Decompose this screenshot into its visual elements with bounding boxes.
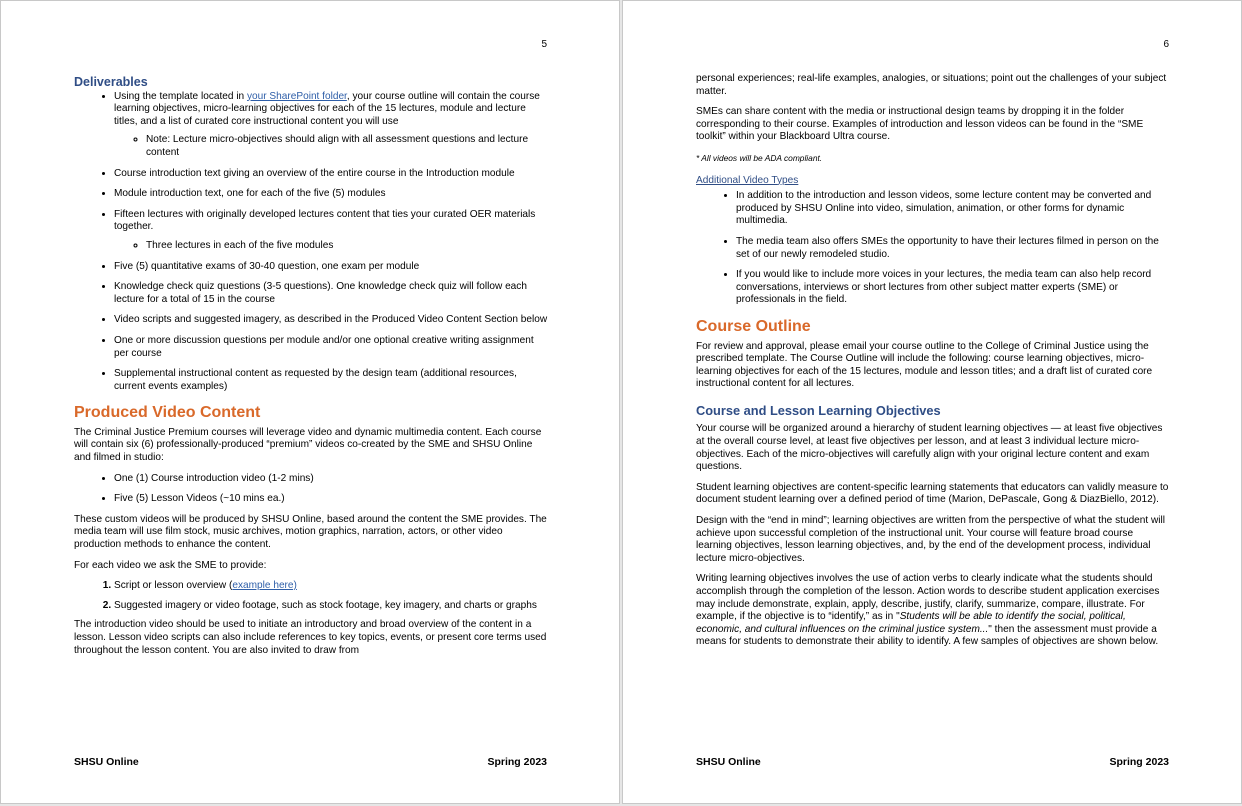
video-list <box>74 473 549 506</box>
paragraph <box>696 573 1171 649</box>
list-item: • One or more discussion questions per module and/or one optional creative writing assignment per course <box>114 335 549 360</box>
paragraph: Your course will be organized around a hierarchy of student learning objectives — at least five objectives at the overall course level, at least five objectives per lesson, and at least 3 individual lecture micro-objectives. Each of the micro-objectives will carefully align with your original lecture content and exam questions. <box>696 423 1163 473</box>
list-item: • Five (5) quantitative exams of 30-40 question, one exam per module <box>114 261 549 274</box>
list-item-text: Fifteen lectures with originally developed lectures content that ties your curated OER materials together. <box>114 208 536 233</box>
paragraph: For each video we ask the SME to provide: <box>74 559 267 571</box>
paragraph: SMEs can share content with the media or instructional design teams by dropping it in the folder corresponding to their course. Examples of introduction and lesson videos can be found in the “SME toolkit” within your Blackboard Ultra course. <box>696 106 1144 143</box>
document-page-5 <box>0 0 620 804</box>
course-outline-heading: Course Outline <box>696 317 811 335</box>
example-objective: Students will be able to identify the social, political, economic, and cultural influences on the criminal justice system... <box>696 611 1126 635</box>
additional-video-types-heading: Additional Video Types <box>696 174 799 186</box>
page-content <box>74 73 549 665</box>
page-number: 6 <box>1163 39 1169 50</box>
ada-note: * All videos will be ADA compliant. <box>696 152 823 163</box>
list-item: • One (1) Course introduction video (1-2 mins) <box>114 473 549 486</box>
list-item: • If you would like to include more voices in your lectures, the media team can also help record conversations, interviews or short lectures from other subject matter experts (SME) or professionals in the field. <box>736 269 1171 307</box>
sub-list <box>114 240 549 253</box>
learning-objectives-heading: Course and Lesson Learning Objectives <box>696 402 941 418</box>
paragraph: The Criminal Justice Premium courses will leverage video and dynamic multimedia content. Each course will contain six (6) professionally-produced “premium” videos co-created by the SME and SHSU Online and filmed in studio: <box>74 426 542 464</box>
list-item: • The media team also offers SMEs the opportunity to have their lectures filmed in person on the set of our newly remodeled studio. <box>736 236 1171 261</box>
paragraph: Design with the “end in mind”; learning objectives are written from the perspective of what the student will achieve upon successful completion of the instructional unit. Your course will feature broad course learning objectives, lesson learning objectives, and, by the end of the development process, individual lecture micro-objectives. <box>696 515 1166 564</box>
paragraph: The introduction video should be used to initiate an introductory and broad overview of the content in a lesson. Lesson video scripts can also include references to key topics, events, or present core terms used throughout the lesson content. You are also invited to draw from <box>74 619 547 656</box>
list-item: • Knowledge check quiz questions (3-5 questions). One knowledge check quiz will follow each lecture for a total of 15 in the course <box>114 281 549 306</box>
paragraph: personal experiences; real-life examples, analogies, or situations; point out the challenges of your subject matter. <box>696 73 1167 97</box>
list-item <box>114 580 549 593</box>
sharepoint-folder-link[interactable]: your SharePoint folder <box>246 90 347 102</box>
list-item: • Supplemental instructional content as requested by the design team (additional resources, current events examples) <box>114 368 549 393</box>
paragraph-text: Writing learning objectives involves the use of action verbs to clearly indicate what the students should accomplish through the completion of the lesson. Action words to describe student application exercises may include demonstrate, explain, apply, describe, justify, clarify, summarize, compare, illustrate. For example, if the objective is to “identify,” as in " <box>696 573 1160 623</box>
deliverables-heading: Deliverables <box>74 75 148 89</box>
paragraph: Student learning objectives are content-specific learning statements that educators can validly measure to document student learning over a defined period of time (Marion, DePascale, Gong & DiazBiello, 2012). <box>696 481 1169 506</box>
sub-list-item: ◦ Three lectures in each of the five modules <box>146 240 549 253</box>
example-link[interactable]: example here) <box>232 580 297 592</box>
list-item: • In addition to the introduction and lesson videos, some lecture content may be converted and produced by SHSU Online into video, simulation, animation, or other forms for dynamic multimedia. <box>736 190 1171 228</box>
paragraph: These custom videos will be produced by SHSU Online, based around the content the SME provides. The media team will use film stock, music archives, motion graphics, narration, actors, or other video production methods to enhance the content. <box>74 513 547 551</box>
additional-video-list <box>696 190 1171 307</box>
list-item <box>114 91 549 160</box>
footer-right: Spring 2023 <box>487 756 547 768</box>
paragraph: For review and approval, please email your course outline to the College of Criminal Justice using the prescribed template. The Course Outline will include the following: course learning objectives, micro-learning objectives for each of the 15 lectures, module and lesson titles; and a draft list of curated core instructional content for all lectures. <box>696 340 1153 390</box>
footer-right: Spring 2023 <box>1109 756 1169 768</box>
list-item: 2. Suggested imagery or video footage, such as stock footage, key imagery, and charts or graphs <box>114 600 549 613</box>
deliverables-list <box>74 91 549 394</box>
sme-provide-list <box>74 580 549 612</box>
produced-video-heading: Produced Video Content <box>74 404 261 422</box>
list-item-text: , your course outline will contain the course learning objectives, micro-learning objectives for each of the 15 lectures, module and lecture titles, and a list of curated core instructional content you will use <box>114 90 540 127</box>
list-item-text: Script or lesson overview ( <box>114 580 233 592</box>
list-item: • Five (5) Lesson Videos (~10 mins ea.) <box>114 493 549 506</box>
page-number: 5 <box>541 39 547 50</box>
footer-left: SHSU Online <box>696 756 761 768</box>
list-item-text: Using the template located in <box>114 90 247 102</box>
sub-list-item: ◦ Note: Lecture micro-objectives should align with all assessment questions and lecture content <box>146 134 549 159</box>
list-item: • Course introduction text giving an overview of the entire course in the Introduction module <box>114 168 549 181</box>
document-page-6 <box>622 0 1242 804</box>
list-item: • Video scripts and suggested imagery, as described in the Produced Video Content Section below <box>114 314 549 327</box>
sub-list <box>114 134 549 159</box>
list-item <box>114 209 549 253</box>
list-item: • Module introduction text, one for each of the five (5) modules <box>114 188 549 201</box>
paragraph-text: " then the assessment must provide a means for students to demonstrate their ability to identify. A few samples of objectives are shown below. <box>696 623 1159 648</box>
footer-left: SHSU Online <box>74 756 139 768</box>
page-content <box>696 73 1171 657</box>
